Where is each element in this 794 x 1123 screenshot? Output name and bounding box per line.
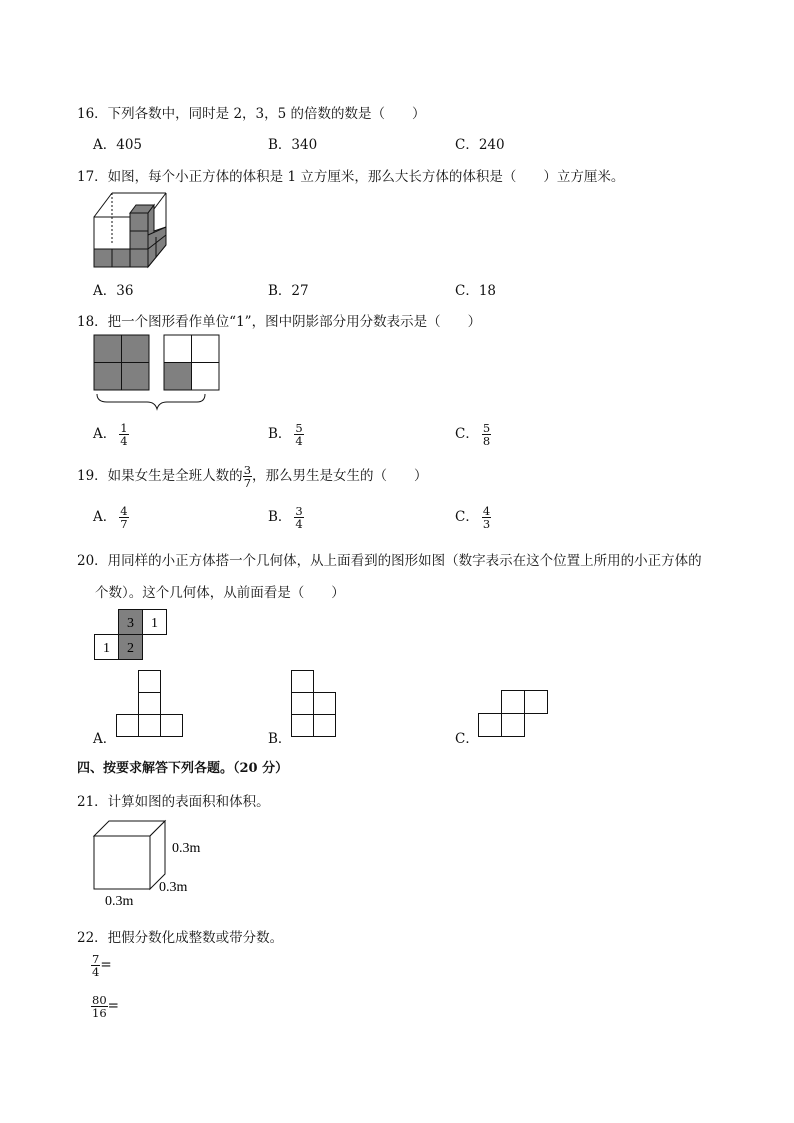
cube-depth-label: 0.3m [159, 880, 188, 895]
q19-stem [77, 464, 428, 489]
denominator: 16 [92, 1006, 107, 1020]
option-label: B． [268, 283, 292, 299]
q18-stem: 18．把一个图形看作单位“1”，图中阴影部分用分数表示是（ ） [77, 314, 482, 330]
option-label: C． [455, 283, 479, 299]
option-label: B． [268, 426, 292, 442]
option-text: 240 [478, 137, 505, 153]
q20-option-c-figure[interactable] [478, 690, 550, 740]
option-text: 27 [291, 283, 309, 299]
q21-stem: 21．计算如图的表面积和体积。 [77, 794, 270, 810]
option-label: A． [93, 283, 117, 299]
q18-squares-figure [93, 334, 223, 410]
numerator: 80 [92, 993, 107, 1007]
denominator: 8 [482, 434, 491, 448]
q19-option-a[interactable] [93, 505, 129, 530]
q17-stem: 17．如图，每个小正方体的体积是 1 立方厘米，那么大长方体的体积是（ ）立方厘米。 [77, 169, 625, 185]
equals-sign: = [100, 957, 112, 973]
stem-text: 19．如果女生是全班人数的 [77, 468, 243, 484]
q20-option-b-figure[interactable] [291, 670, 339, 740]
option-fraction [482, 505, 491, 530]
option-label: A． [93, 509, 117, 525]
stem-fraction [243, 464, 252, 489]
q18-option-a[interactable] [93, 422, 129, 447]
option-label: B． [268, 509, 292, 525]
q20-option-a[interactable]: A． [93, 731, 117, 747]
section4-heading: 四、按要求解答下列各题。（20 分） [77, 761, 289, 776]
top-view-number: 3 [127, 616, 134, 631]
numerator: 5 [482, 421, 491, 435]
denominator: 4 [92, 965, 100, 979]
cube-width-label: 0.3m [105, 894, 134, 909]
q20-stem-line2: 个数）。这个几何体，从前面看是（ ） [95, 585, 345, 601]
q17-cuboid-figure [90, 189, 170, 269]
q17-option-c[interactable] [455, 279, 496, 299]
option-label: C． [455, 509, 479, 525]
q20-option-a-figure[interactable] [116, 670, 184, 740]
q21-cube-figure [93, 820, 213, 912]
top-view-number: 2 [127, 641, 134, 656]
numerator: 4 [482, 504, 491, 518]
denominator: 4 [295, 434, 303, 448]
denominator: 7 [243, 476, 252, 490]
option-fraction [294, 505, 303, 530]
option-fraction [119, 422, 128, 447]
brace [97, 394, 205, 409]
numerator: 3 [295, 504, 303, 518]
denominator: 4 [295, 517, 303, 531]
q20-option-c[interactable]: C． [455, 731, 479, 747]
q19-option-b[interactable] [268, 505, 304, 530]
numerator: 7 [92, 952, 100, 966]
option-fraction [119, 505, 128, 530]
numerator: 3 [243, 463, 252, 477]
q22-stem: 22．把假分数化成整数或带分数。 [77, 930, 284, 946]
item-fraction [91, 953, 100, 978]
q20-stem-line1: 20．用同样的小正方体搭一个几何体，从上面看到的图形如图（数字表示在这个位置上所用的小正方体的 [77, 553, 702, 569]
denominator: 4 [120, 434, 128, 448]
q20-option-b[interactable]: B． [268, 731, 292, 747]
q16-option-b[interactable] [268, 133, 317, 153]
stem-text: ，那么男生是女生的（ ） [252, 468, 428, 484]
q17-option-a[interactable] [93, 279, 133, 299]
denominator: 3 [482, 517, 491, 531]
option-fraction [294, 422, 303, 447]
q18-option-b[interactable] [268, 422, 304, 447]
option-text: 340 [291, 137, 318, 153]
equals-sign: = [107, 998, 119, 1014]
option-label: C． [455, 137, 479, 153]
cube-height-label: 0.3m [172, 841, 201, 856]
option-text: 36 [116, 283, 134, 299]
q19-option-c[interactable] [455, 505, 491, 530]
numerator: 1 [120, 421, 128, 435]
option-label: B． [268, 137, 292, 153]
q22-item-2 [91, 994, 119, 1019]
numerator: 5 [295, 421, 303, 435]
q16-option-c[interactable] [455, 133, 505, 153]
q20-top-view-figure [94, 609, 169, 660]
q17-option-b[interactable] [268, 279, 309, 299]
q18-option-c[interactable] [455, 422, 491, 447]
q16-option-a[interactable] [93, 133, 142, 153]
option-label: A． [93, 426, 117, 442]
item-fraction [91, 994, 108, 1019]
top-view-number: 1 [103, 641, 110, 656]
option-label: A． [93, 137, 117, 153]
numerator: 4 [120, 504, 128, 518]
option-text: 18 [478, 283, 497, 299]
denominator: 7 [120, 517, 128, 531]
q16-stem: 16．下列各数中，同时是 2，3，5 的倍数的数是（ ） [77, 106, 426, 122]
option-text: 405 [116, 137, 143, 153]
option-fraction [482, 422, 491, 447]
top-view-number: 1 [151, 616, 158, 631]
option-label: C． [455, 426, 479, 442]
q22-item-1 [91, 953, 112, 978]
